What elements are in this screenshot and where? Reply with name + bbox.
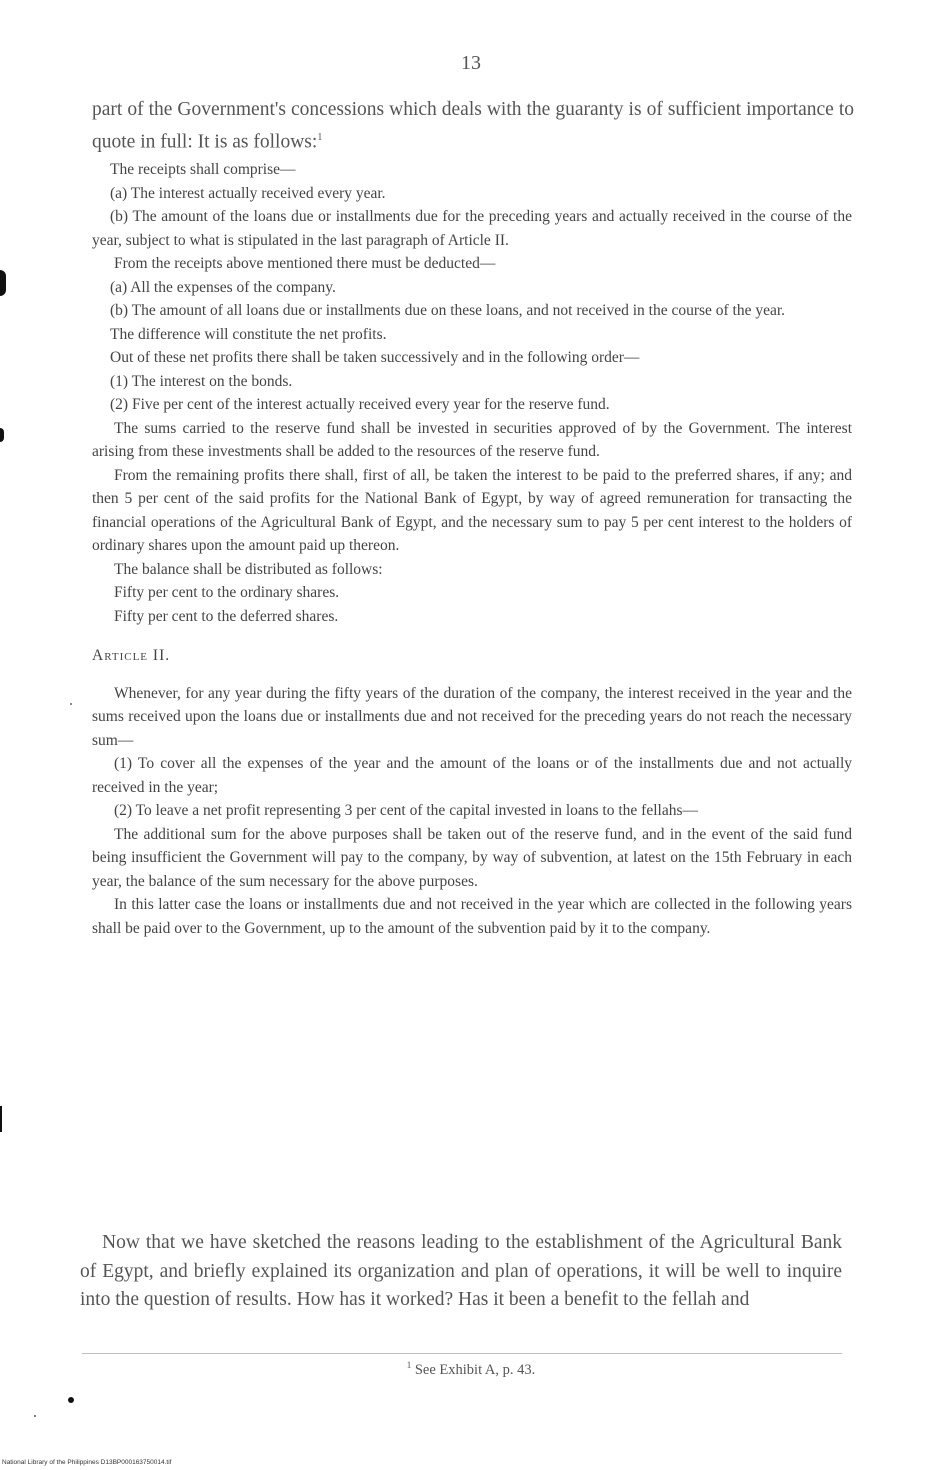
page-number: 13 <box>461 52 481 74</box>
footnote-reference: 1 <box>317 132 323 143</box>
footnote-marker: 1 <box>406 1360 412 1370</box>
article-heading: Article II. <box>92 647 171 664</box>
footnote-rule <box>82 1353 842 1354</box>
quote-paragraph: The sums carried to the reserve fund shall be invested in securities approved of by the Government. The interest arising from these investments shall be added to the resources of the reserve fund. <box>92 419 852 460</box>
scan-dot <box>34 1415 36 1417</box>
quote-paragraph: The receipts shall comprise— <box>110 161 296 178</box>
intro-paragraph <box>92 96 854 157</box>
article-paragraph: The additional sum for the above purposes shall be taken out of the reserve fund, and in the event of the said fund being insufficient the Government will pay to the company, by way of subvention, at latest on the 15th February in each year, the balance of the sum necessary for the above purposes. <box>92 825 852 890</box>
footnote-text: See Exhibit A, p. 43. <box>414 1361 536 1378</box>
closing-paragraph-block <box>80 1229 842 1315</box>
quote-paragraph: (a) The interest actually received every year. <box>110 184 386 202</box>
quote-paragraph: Fifty per cent to the ordinary shares. <box>114 584 340 601</box>
scan-edge-mark <box>0 428 4 442</box>
scan-dot <box>70 703 72 705</box>
quote-paragraph: (b) The amount of all loans due or installments due on these loans, and not received in the course of the year. <box>110 302 786 319</box>
footnote <box>0 1360 942 1379</box>
quote-paragraph: (b) The amount of the loans due or installments due for the preceding years and actually received in the course of the year, subject to what is stipulated in the last paragraph of Article II. <box>92 208 852 249</box>
closing-paragraph: Now that we have sketched the reasons leading to the establishment of the Agricultural Bank of Egypt, and briefly explained its organization and plan of operations, it will be well to inquire into the question of results. How has it worked? Has it been a benefit to the fellah and <box>80 1232 842 1310</box>
intro-text: part of the Government's concessions which deals with the guaranty is of sufficient importance to quote in full: It is as follows: <box>92 99 854 153</box>
quote-paragraph: The difference will constitute the net profits. <box>110 325 387 343</box>
quote-paragraph: The balance shall be distributed as follows: <box>114 560 383 578</box>
article-paragraph: Whenever, for any year during the fifty years of the duration of the company, the interest received in the year and the sums received upon the loans due or installments due and not received for the preceding years do not reach the necessary sum— <box>92 684 852 749</box>
scan-dot <box>68 1397 74 1403</box>
quote-paragraph: (a) All the expenses of the company. <box>110 278 336 296</box>
quote-paragraph: Out of these net profits there shall be taken successively and in the following order— <box>110 349 640 366</box>
article-paragraph: (2) To leave a net profit representing 3 per cent of the capital invested in loans to the fellahs— <box>114 802 698 819</box>
quote-paragraph: From the receipts above mentioned there must be deducted— <box>114 255 496 272</box>
article-paragraph: (1) To cover all the expenses of the year and the amount of the loans or of the installments due and not actually received in the year; <box>92 755 852 796</box>
scan-watermark: National Library of the Philippines D13BP000163750014.tif <box>2 1459 172 1466</box>
quoted-concession <box>92 158 852 940</box>
quote-paragraph: Fifty per cent to the deferred shares. <box>114 607 339 625</box>
quote-paragraph: From the remaining profits there shall, first of all, be taken the interest to be paid to the preferred shares, if any; and then 5 per cent of the said profits for the National Bank of Egypt, by way of agreed remuneration for transacting the financial operations of the Agricultural Bank of Egypt, and the necessary sum to pay 5 per cent interest to the holders of ordinary shares upon the amount paid up thereon. <box>92 466 852 554</box>
scan-edge-mark <box>0 1106 2 1132</box>
quote-paragraph: (2) Five per cent of the interest actually received every year for the reserve fund. <box>110 396 610 413</box>
quote-paragraph: (1) The interest on the bonds. <box>110 372 293 390</box>
scan-edge-mark <box>0 270 6 296</box>
article-paragraph: In this latter case the loans or installments due and not received in the year which are collected in the following years shall be paid over to the Government, up to the amount of the subvention paid by it to the company. <box>92 896 852 937</box>
